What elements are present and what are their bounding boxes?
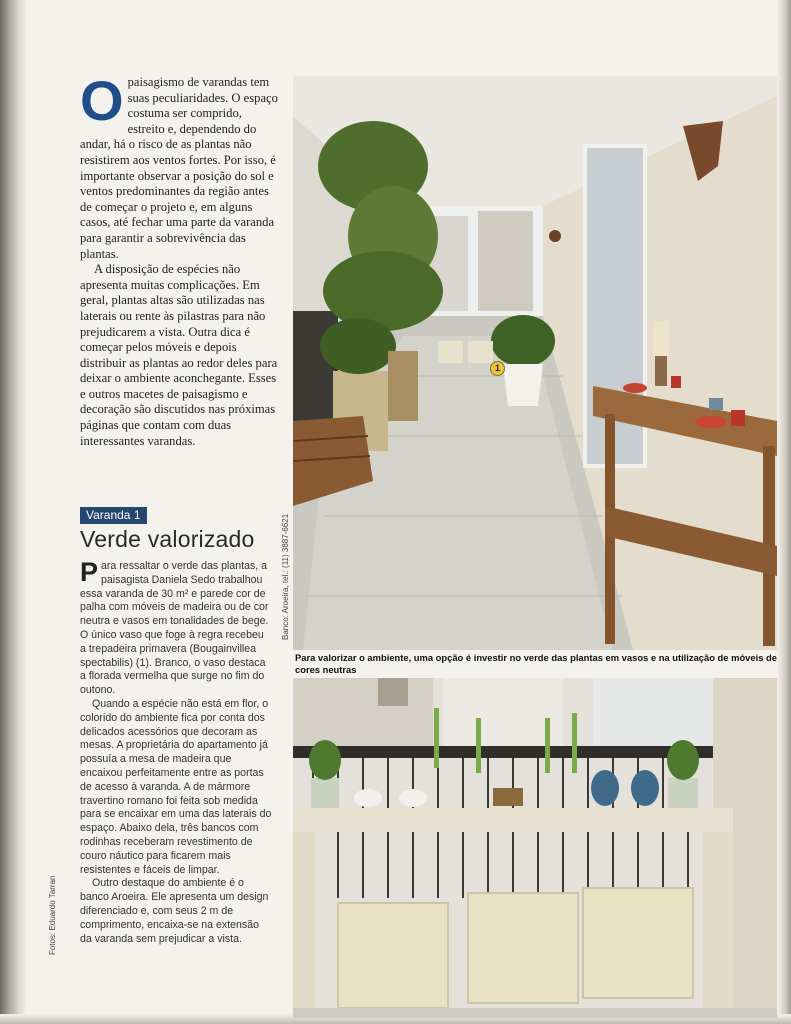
page-edge: [777, 0, 791, 1024]
drop-cap: P: [80, 557, 99, 587]
body-paragraph: Quando a espécie não está em flor, o colorido do ambiente fica por conta dos delicados acessórios que decoram as mesas. A proprietária do apartamento já possuía a mesa de madeira que encaixou perfeitamente entre as portas de acesso à varanda. A de mármore travertino romano foi feita sob medida para se encaixar em uma das laterais do espaço. Abaixo dela, três bancos com rodinhas receberam revestimento de couro náutico para ficarem mais resistentes e fáceis de limpar.: [80, 697, 272, 876]
intro-text: [80, 69, 278, 449]
drop-cap: O: [80, 69, 124, 132]
intro-paragraph: A disposição de espécies não apresenta muitas complicações. Em geral, plantas altas são utilizadas nas laterais ou rente às pilastras para não prejudicarem a vista. Outra dica é começar pelos móveis e depois distribuir as plantas ao redor deles para deixar o ambiente aconchegante. Esses e outros macetes de paisagismo e decoração são discutidos nas próximas páginas que contam com duas interessantes varandas.: [80, 262, 278, 448]
section-title: Verde valorizado: [80, 526, 255, 552]
photo-caption: Para valorizar o ambiente, uma opção é investir no verde das plantas em vasos e na utilização de móveis de cores neutras: [295, 652, 777, 675]
console-photo: [293, 678, 777, 1018]
intro-paragraph: paisagismo de varandas tem suas peculiaridades. O espaço costuma ser comprido, estreito e, dependendo do andar, há o risco de as plantas não resistirem aos ventos fortes. Por isso, é importante observar a posição do sol e ventos predominantes da região antes de começar o projeto e, em alguns casos, até fechar uma parte da varanda para garantir a sobrevivência das plantas.: [80, 75, 278, 261]
section-tag: Varanda 1: [80, 507, 147, 524]
balcony-photo: [293, 76, 777, 650]
body-paragraph: ara ressaltar o verde das plantas, a paisagista Daniela Sedo trabalhou essa varanda de 30 m² e parede cor de palha com móveis de madeira ou de cor neutra e vasos em tonalidades de bege. O único vaso que foge à regra recebeu a trepadeira primavera (Bougainvillea spectabilis) (1). Branco, o vaso destaca a florada vermelha que surge no fim do outono.: [80, 560, 269, 697]
marker-badge: 1: [490, 361, 505, 376]
store-credit: Banco: Aroeira, tel.: (11) 3887-6621: [281, 513, 290, 640]
photo-credit: Fotos: Eduardo Tarran: [48, 875, 57, 955]
body-paragraph: Outro destaque do ambiente é o banco Aroeira. Ele apresenta um design diferenciado e, com seus 2 m de comprimento, encaixa-se na extensão da varanda sem prejudicar a vista.: [80, 877, 269, 945]
page-spine: [0, 0, 26, 1024]
section-body: [80, 557, 272, 946]
